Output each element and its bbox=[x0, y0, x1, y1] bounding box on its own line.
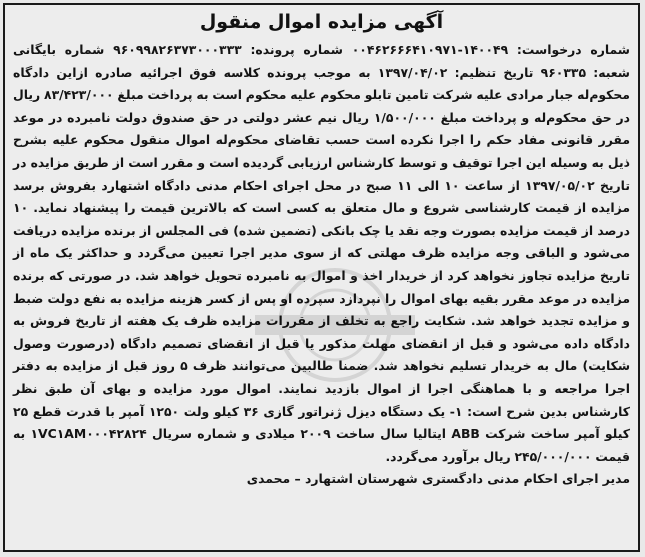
auction-notice bbox=[3, 3, 640, 552]
notice-signature: مدیر اجرای احکام مدنی دادگستری شهرستان اشتهارد – محمدی bbox=[246, 471, 630, 487]
notice-body: شماره درخواست: ۱۴۰۰۴۹-۰۰۴۶۲۶۶۶۴۱۰۹۷۱ شماره پرونده: ۹۶۰۹۹۸۲۶۳۷۳۰۰۰۳۳۳ شماره بایگانی شعبه: ۹۶۰۳۳۵ تاریخ تنظیم: ۱۳۹۷/۰۴/۰۲ به موجب پرونده کلاسه فوق اجرائیه صادره ازاین دادگاه محکوم‌له جبار مرادی علیه شرکت تامین تابلو محکوم علیه محکوم است به پرداخت مبلغ ۸۳/۴۲۳/۰۰۰ ریال در حق محکوم‌له و پرداخت مبلغ ۱/۵۰۰/۰۰۰ ریال نیم عشر دولتی در حق صندوق دولت نامبرده در موعد مقرر قانونی مفاد حکم را اجرا نکرده است حسب تقاضای محکوم‌له اموال منقول محکوم علیه بشرح ذیل به وسیله این اجرا توقیف و توسط کارشناس ارزیابی گردیده است و مقرر است از طریق مزایده در تاریخ ۱۳۹۷/۰۵/۰۲ از ساعت ۱۰ الی ۱۱ صبح در محل اجرای احکام مدنی دادگاه اشتهارد بفروش برسد مزایده از قیمت کارشناسی شروع و مال متعلق به کسی است که بالاترین قیمت را پیشنهاد نماید. ۱۰ درصد از قیمت مزایده بصورت وجه نقد یا چک بانکی (تضمین شده) فی المجلس از برنده مزایده دریافت می‌شود و الباقی وجه مزایده ظرف مهلتی که از سوی مدیر اجرا تعیین می‌گردد و حداکثر یک ماه از تاریخ مزایده تجاوز نخواهد کرد از خریدار اخذ و اموال به نامبرده تحویل خواهد شد. در صورتی که برنده مزایده در موعد مقرر بقیه بهای اموال را نپردازد سپرده او پس از کسر هزینه مزایده به نفع دولت ضبط و مزایده تجدید خواهد شد. شکایت راجع به تخلف از مقررات مزایده ظرف یک هفته از تاریخ فروش به دادگاه داده می‌شود و قبل از انقضای مهلت مذکور یا قبل از انقضای تصمیم دادگاه (درصورت وصول شکایت) مال به خریدار تسلیم نخواهد شد. ضمنا طالبین می‌توانند ظرف ۵ روز قبل از مزایده به دفتر اجرا مراجعه و با هماهنگی اجرا از اموال بازدید نمایند. اموال مورد مزایده و بهای آن طبق نظر کارشناس بدین شرح است: ۱- یک دستگاه دیزل ژنراتور گازی ۳۶ کیلو ولت ۱۲۵۰ آمپر با قدرت قطع ۲۵ کیلو آمپر ساخت شرکت ABB ایتالیا سال ساخت ۲۰۰۹ میلادی و شماره سریال ۱VC۱AM۰۰۰۴۲۸۲۴ به قیمت ۲۴۵/۰۰۰/۰۰۰ ریال برآورد می‌گردد. bbox=[13, 42, 631, 464]
notice-title: آگهی مزایده اموال منقول bbox=[199, 11, 444, 33]
